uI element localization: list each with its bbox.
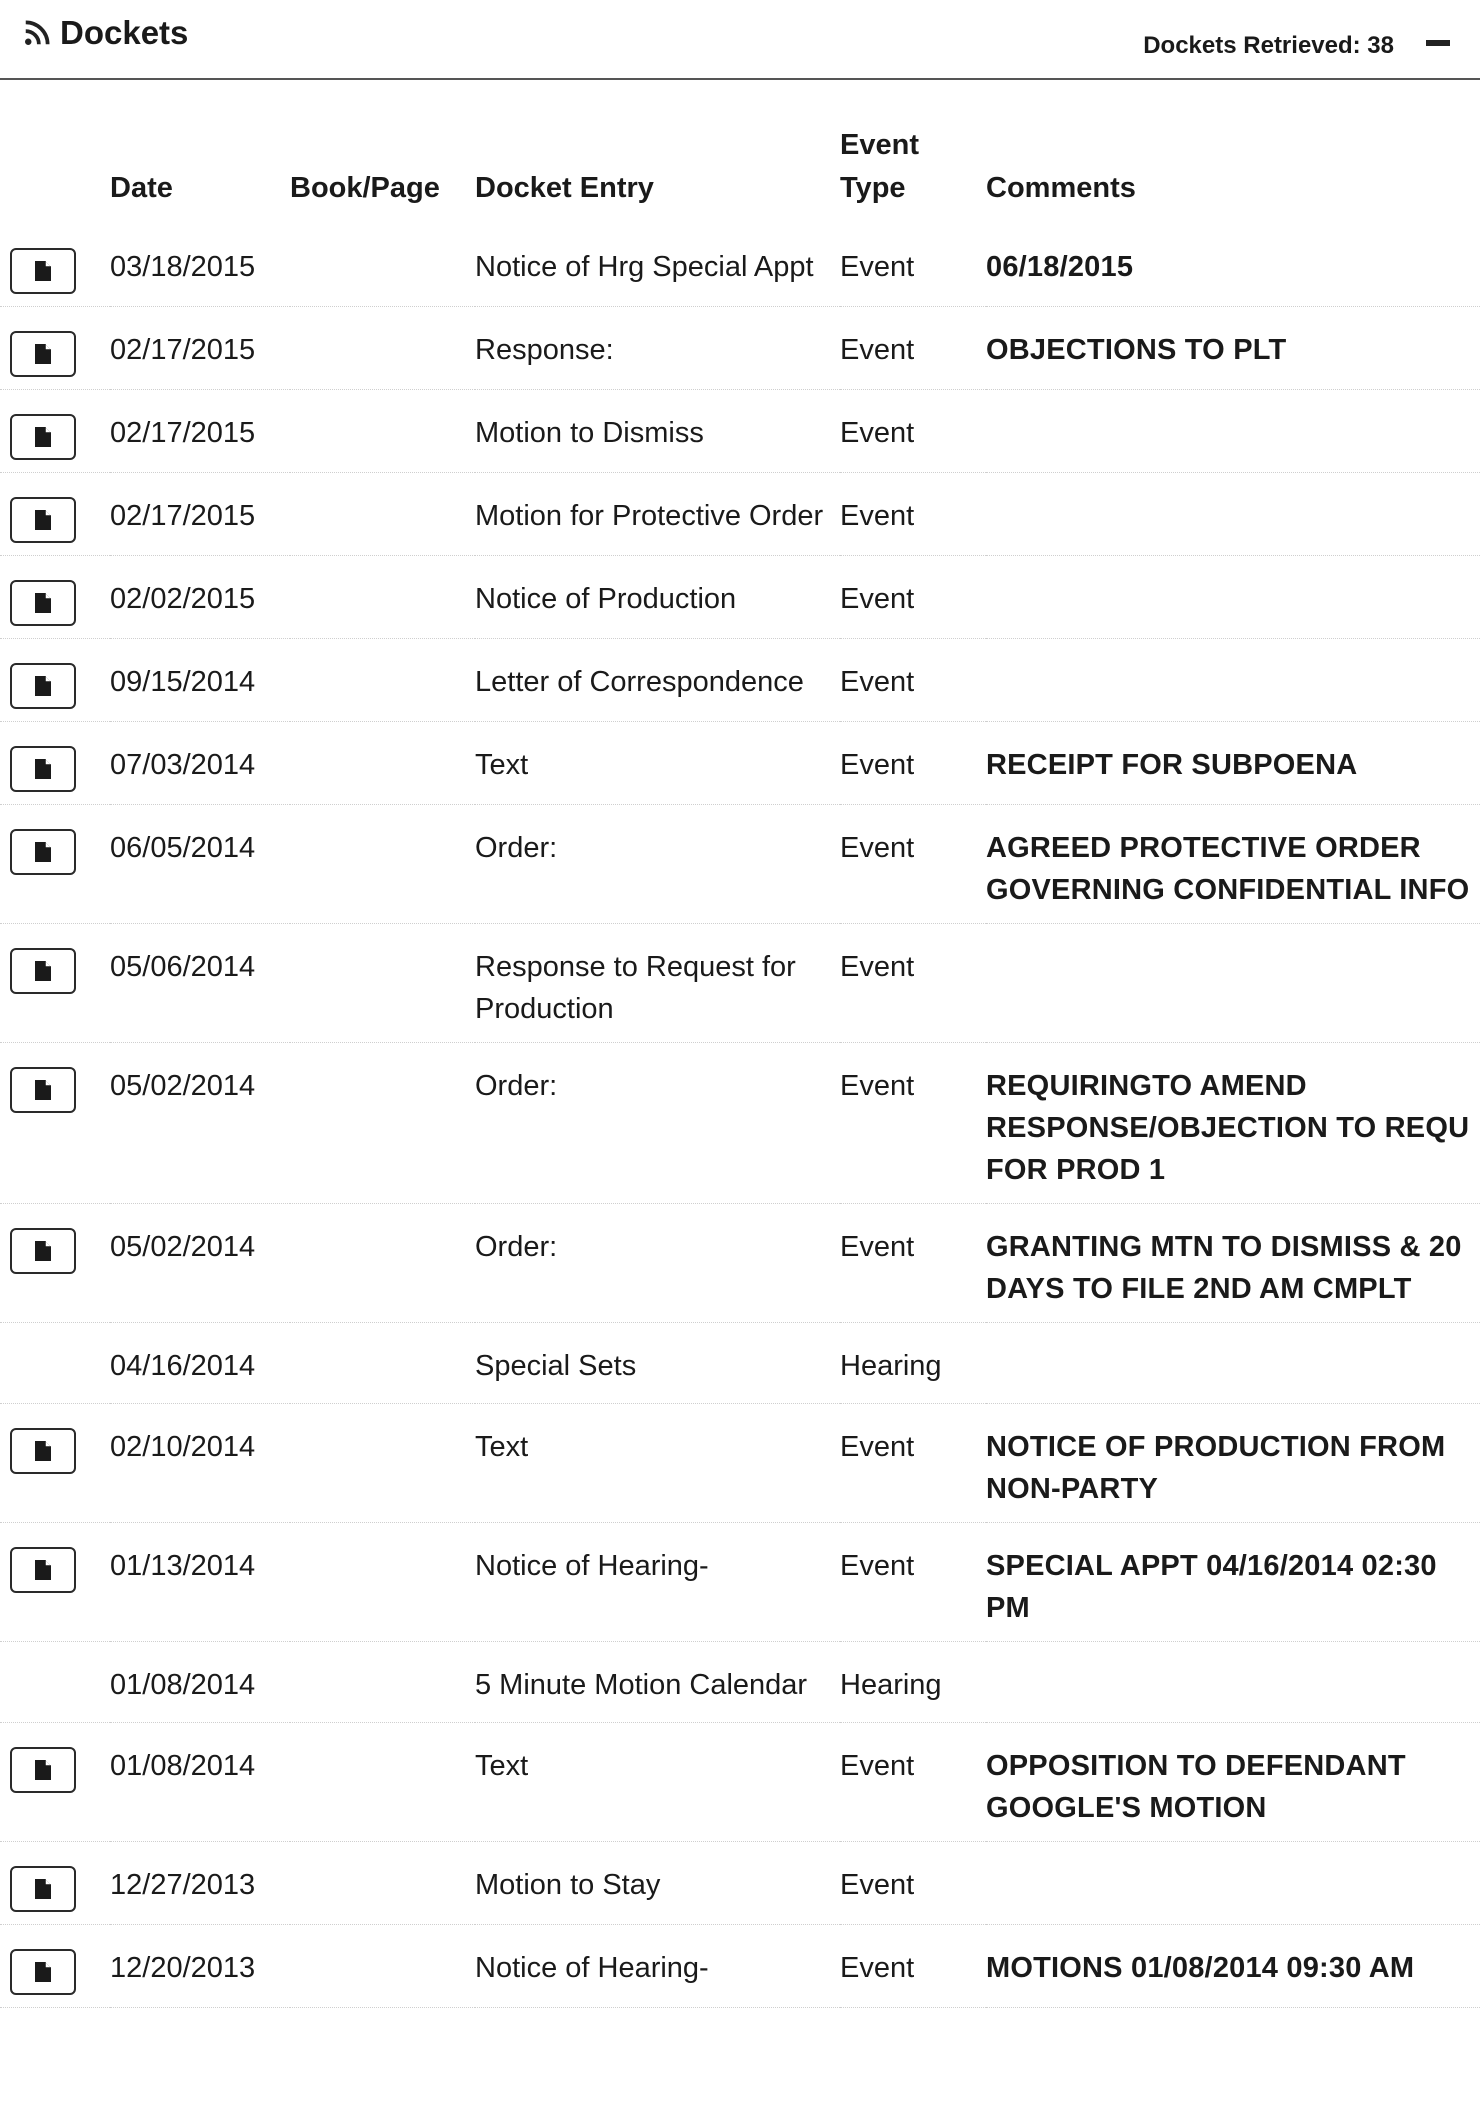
table-row: [0, 307, 1480, 390]
book-page-cell: [290, 1043, 475, 1204]
doc-cell: [0, 924, 110, 1043]
book-page-cell: [290, 390, 475, 473]
docket-entry-cell: 5 Minute Motion Calendar: [475, 1642, 840, 1723]
docket-entry-cell: Notice of Production: [475, 556, 840, 639]
col-header-event-type[interactable]: Event Type: [840, 129, 919, 204]
dockets-retrieved-count: Dockets Retrieved: 38: [1143, 32, 1394, 59]
comments-cell: AGREED PROTECTIVE ORDER GOVERNING CONFIDENTIAL INFO: [986, 805, 1480, 924]
document-icon: [34, 758, 52, 780]
rss-feed-icon: [22, 18, 52, 48]
comments-cell: [986, 639, 1480, 722]
document-icon: [34, 1240, 52, 1262]
book-page-cell: [290, 1642, 475, 1723]
date-cell: 12/20/2013: [110, 1925, 290, 2008]
doc-cell: [0, 1925, 110, 2008]
comments-cell: [986, 556, 1480, 639]
document-icon: [34, 592, 52, 614]
docket-entry-cell: Text: [475, 1723, 840, 1842]
event-type-cell: Event: [840, 1404, 986, 1523]
view-document-button[interactable]: [10, 414, 76, 460]
table-row: [0, 924, 1480, 1043]
table-row: [0, 1642, 1480, 1723]
table-row: [0, 1925, 1480, 2008]
comments-cell: MOTIONS 01/08/2014 09:30 AM: [986, 1925, 1480, 2008]
docket-entry-cell: Motion to Dismiss: [475, 390, 840, 473]
book-page-cell: [290, 1404, 475, 1523]
book-page-cell: [290, 1323, 475, 1404]
doc-cell: [0, 1642, 110, 1723]
view-document-button[interactable]: [10, 1428, 76, 1474]
col-header-comments[interactable]: Comments: [986, 172, 1136, 204]
no-document-spacer: [0, 1345, 110, 1391]
date-cell: 02/17/2015: [110, 473, 290, 556]
view-document-button[interactable]: [10, 746, 76, 792]
view-document-button[interactable]: [10, 331, 76, 377]
dockets-table: [0, 124, 1480, 2008]
date-cell: 02/17/2015: [110, 390, 290, 473]
table-row: [0, 1404, 1480, 1523]
col-header-date[interactable]: Date: [110, 172, 173, 204]
docket-entry-cell: Order:: [475, 1204, 840, 1323]
book-page-cell: [290, 639, 475, 722]
event-type-cell: Event: [840, 1523, 986, 1642]
event-type-cell: Hearing: [840, 1642, 986, 1723]
document-icon: [34, 960, 52, 982]
docket-entry-cell: Order:: [475, 805, 840, 924]
comments-cell: OBJECTIONS TO PLT: [986, 307, 1480, 390]
doc-cell: [0, 1723, 110, 1842]
docket-entry-cell: Text: [475, 722, 840, 805]
event-type-cell: Event: [840, 556, 986, 639]
event-type-cell: Event: [840, 390, 986, 473]
docket-entry-cell: Notice of Hearing-: [475, 1523, 840, 1642]
comments-cell: GRANTING MTN TO DISMISS & 20 DAYS TO FILE 2ND AM CMPLT: [986, 1204, 1480, 1323]
doc-cell: [0, 556, 110, 639]
docket-entry-cell: Notice of Hearing-: [475, 1925, 840, 2008]
event-type-cell: Event: [840, 639, 986, 722]
event-type-cell: Event: [840, 1842, 986, 1925]
view-document-button[interactable]: [10, 1747, 76, 1793]
document-icon: [34, 675, 52, 697]
table-row: [0, 473, 1480, 556]
book-page-cell: [290, 1842, 475, 1925]
table-header-row: [0, 124, 1480, 224]
date-cell: 05/02/2014: [110, 1043, 290, 1204]
document-icon: [34, 841, 52, 863]
doc-cell: [0, 639, 110, 722]
document-icon: [34, 426, 52, 448]
panel-title: [22, 14, 188, 52]
col-header-docket-entry[interactable]: Docket Entry: [475, 172, 654, 204]
document-icon: [34, 1961, 52, 1983]
doc-cell: [0, 1043, 110, 1204]
collapse-icon[interactable]: [1426, 40, 1450, 46]
view-document-button[interactable]: [10, 948, 76, 994]
view-document-button[interactable]: [10, 248, 76, 294]
docket-entry-cell: Special Sets: [475, 1323, 840, 1404]
panel-title-text: Dockets: [60, 14, 189, 51]
book-page-cell: [290, 1204, 475, 1323]
event-type-cell: Event: [840, 805, 986, 924]
view-document-button[interactable]: [10, 580, 76, 626]
doc-cell: [0, 1323, 110, 1404]
doc-cell: [0, 1404, 110, 1523]
comments-cell: [986, 1323, 1480, 1404]
docket-entry-cell: Motion for Protective Order: [475, 473, 840, 556]
book-page-cell: [290, 1523, 475, 1642]
docket-entry-cell: Response:: [475, 307, 840, 390]
book-page-cell: [290, 556, 475, 639]
view-document-button[interactable]: [10, 1949, 76, 1995]
book-page-cell: [290, 473, 475, 556]
date-cell: 09/15/2014: [110, 639, 290, 722]
table-row: [0, 1043, 1480, 1204]
event-type-cell: Event: [840, 307, 986, 390]
docket-entry-cell: Text: [475, 1404, 840, 1523]
date-cell: 06/05/2014: [110, 805, 290, 924]
date-cell: 12/27/2013: [110, 1842, 290, 1925]
document-icon: [34, 1079, 52, 1101]
event-type-cell: Event: [840, 1204, 986, 1323]
table-row: [0, 224, 1480, 307]
document-icon: [34, 260, 52, 282]
date-cell: 02/10/2014: [110, 1404, 290, 1523]
view-document-button[interactable]: [10, 829, 76, 875]
book-page-cell: [290, 307, 475, 390]
date-cell: 01/13/2014: [110, 1523, 290, 1642]
date-cell: 07/03/2014: [110, 722, 290, 805]
table-row: [0, 805, 1480, 924]
no-document-spacer: [0, 1664, 110, 1710]
comments-cell: [986, 473, 1480, 556]
doc-cell: [0, 1204, 110, 1323]
view-document-button[interactable]: [10, 663, 76, 709]
date-cell: 02/17/2015: [110, 307, 290, 390]
comments-cell: OPPOSITION TO DEFENDANT GOOGLE'S MOTION: [986, 1723, 1480, 1842]
date-cell: 03/18/2015: [110, 224, 290, 307]
view-document-button[interactable]: [10, 1228, 76, 1274]
comments-cell: [986, 1642, 1480, 1723]
document-icon: [34, 509, 52, 531]
table-row: [0, 390, 1480, 473]
table-row: [0, 639, 1480, 722]
table-row: [0, 1323, 1480, 1404]
table-row: [0, 1204, 1480, 1323]
date-cell: 04/16/2014: [110, 1323, 290, 1404]
doc-cell: [0, 722, 110, 805]
comments-cell: SPECIAL APPT 04/16/2014 02:30 PM: [986, 1523, 1480, 1642]
comments-cell: [986, 390, 1480, 473]
book-page-cell: [290, 805, 475, 924]
docket-entry-cell: Motion to Stay: [475, 1842, 840, 1925]
book-page-cell: [290, 1723, 475, 1842]
doc-cell: [0, 224, 110, 307]
docket-entry-cell: Notice of Hrg Special Appt: [475, 224, 840, 307]
event-type-cell: Hearing: [840, 1323, 986, 1404]
date-cell: 01/08/2014: [110, 1642, 290, 1723]
document-icon: [34, 1878, 52, 1900]
date-cell: 01/08/2014: [110, 1723, 290, 1842]
comments-cell: REQUIRINGTO AMEND RESPONSE/OBJECTION TO REQU FOR PROD 1: [986, 1043, 1480, 1204]
docket-entry-cell: Letter of Correspondence: [475, 639, 840, 722]
docket-entry-cell: Order:: [475, 1043, 840, 1204]
event-type-cell: Event: [840, 722, 986, 805]
event-type-cell: Event: [840, 1925, 986, 2008]
document-icon: [34, 1440, 52, 1462]
comments-cell: [986, 924, 1480, 1043]
comments-cell: NOTICE OF PRODUCTION FROM NON-PARTY: [986, 1404, 1480, 1523]
date-cell: 05/02/2014: [110, 1204, 290, 1323]
table-row: [0, 1723, 1480, 1842]
document-icon: [34, 1759, 52, 1781]
dockets-header: [0, 0, 1480, 80]
document-icon: [34, 1559, 52, 1581]
book-page-cell: [290, 224, 475, 307]
book-page-cell: [290, 924, 475, 1043]
comments-cell: RECEIPT FOR SUBPOENA: [986, 722, 1480, 805]
comments-cell: 06/18/2015: [986, 224, 1480, 307]
col-header-icon: [0, 124, 110, 224]
comments-cell: [986, 1842, 1480, 1925]
date-cell: 05/06/2014: [110, 924, 290, 1043]
docket-entry-cell: Response to Request for Production: [475, 924, 840, 1043]
doc-cell: [0, 1842, 110, 1925]
table-row: [0, 722, 1480, 805]
book-page-cell: [290, 1925, 475, 2008]
doc-cell: [0, 1523, 110, 1642]
event-type-cell: Event: [840, 473, 986, 556]
table-row: [0, 1842, 1480, 1925]
event-type-cell: Event: [840, 924, 986, 1043]
document-icon: [34, 343, 52, 365]
doc-cell: [0, 390, 110, 473]
table-row: [0, 556, 1480, 639]
date-cell: 02/02/2015: [110, 556, 290, 639]
event-type-cell: Event: [840, 1723, 986, 1842]
view-document-button[interactable]: [10, 1547, 76, 1593]
view-document-button[interactable]: [10, 1866, 76, 1912]
event-type-cell: Event: [840, 1043, 986, 1204]
doc-cell: [0, 307, 110, 390]
view-document-button[interactable]: [10, 497, 76, 543]
book-page-cell: [290, 722, 475, 805]
table-row: [0, 1523, 1480, 1642]
view-document-button[interactable]: [10, 1067, 76, 1113]
doc-cell: [0, 473, 110, 556]
doc-cell: [0, 805, 110, 924]
event-type-cell: Event: [840, 224, 986, 307]
col-header-book-page[interactable]: Book/Page: [290, 172, 440, 204]
